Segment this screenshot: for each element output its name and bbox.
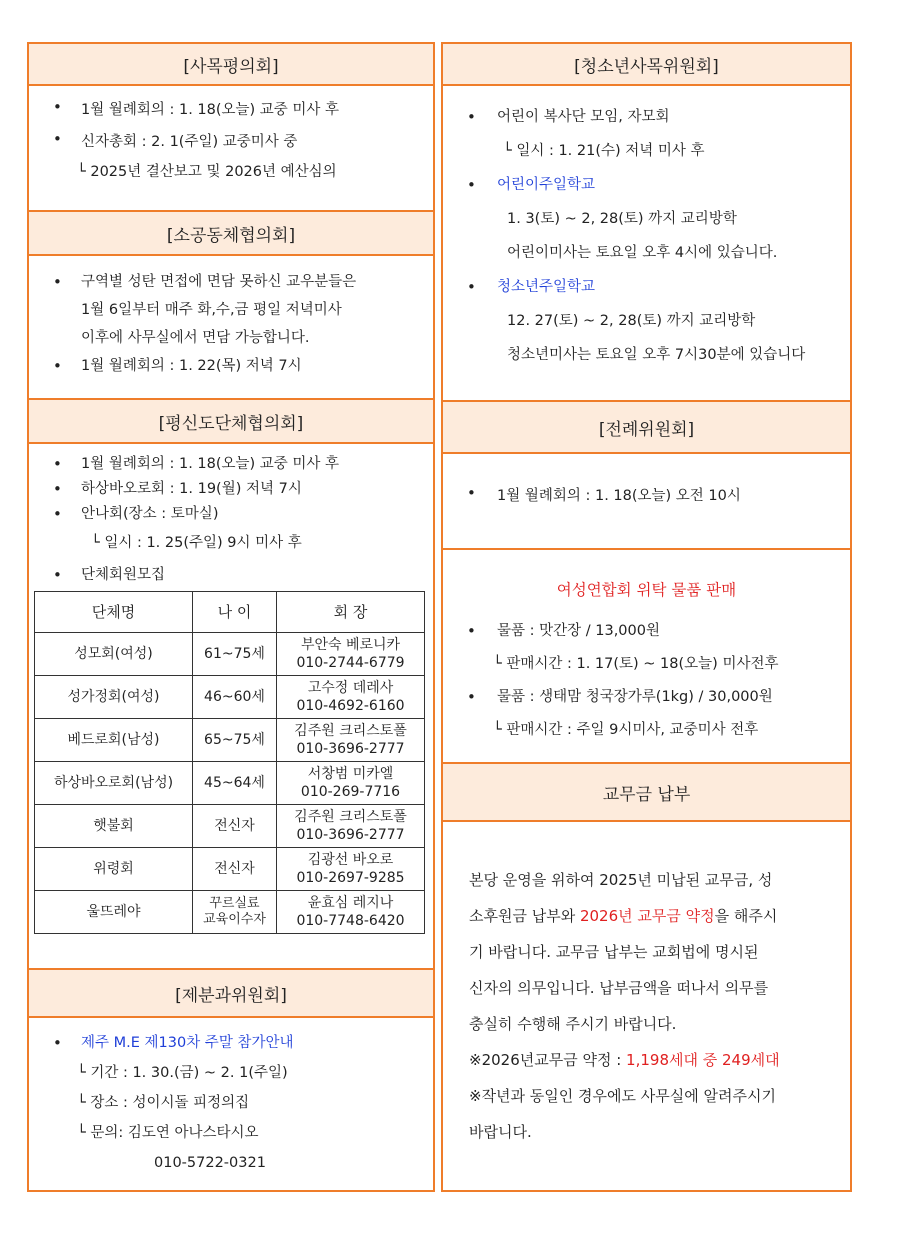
jebun-item: • 제주 M.E 제130차 주말 참가안내	[29, 1028, 433, 1058]
leader-name: 서창범 미카엘	[307, 766, 394, 782]
table-cell-name: 성가정회(여성)	[35, 676, 193, 719]
youth-item-1: • 어린이 복사단 모임, 자모회	[443, 100, 850, 134]
table-cell-leader	[277, 719, 425, 762]
dues-line-3: 기 바랍니다. 교무금 납부는 교회법에 명시된	[469, 943, 759, 961]
pyeongsin-item-3: • 안나회(장소 : 토마실)	[29, 502, 433, 527]
table-cell-age: 45~64세	[193, 762, 277, 805]
table-cell-name: 햇불회	[35, 805, 193, 848]
youth-item-3-line-1: 12. 27(토) ~ 2, 28(토) 까지 교리방학	[507, 313, 756, 329]
jebun-header	[29, 968, 433, 1018]
sogong-item-1	[29, 268, 433, 352]
youth-item-3-line-2: 청소년미사는 토요일 오후 7시30분에 있습니다	[507, 347, 806, 363]
table-cell-age: 61~75세	[193, 633, 277, 676]
sogong-section	[29, 256, 433, 398]
table-cell-age: 전신자	[193, 848, 277, 891]
leader-phone: 010-3696-2777	[296, 741, 405, 757]
jebun-phone: 010-5722-0321	[154, 1155, 266, 1171]
table-row	[35, 891, 425, 934]
women-title: 여성연합회 위탁 물품 판매	[556, 581, 737, 599]
table-cell-leader	[277, 805, 425, 848]
leader-name: 김광선 바오로	[307, 852, 394, 868]
dues-pledge-highlight: 2026년 교무금 약정	[579, 907, 715, 925]
pyeongsin-recruit: • 단체회원모집	[29, 559, 433, 591]
sogong-item-2: • 1월 월례회의 : 1. 22(목) 저녁 7시	[29, 352, 433, 380]
women-item-1-sub: └ 판매시간 : 1. 17(토) ~ 18(오늘) 미사전후	[493, 656, 779, 672]
table-cell-leader	[277, 891, 425, 934]
liturgy-header	[443, 400, 850, 454]
dues-header	[443, 762, 850, 822]
women-item-2-sub: └ 판매시간 : 주일 9시미사, 교중미사 전후	[493, 722, 759, 738]
sogong-item-1-line-2: 1월 6일부터 매주 화,수,금 평일 저녁미사	[81, 302, 342, 318]
table-header-name: 단체명	[35, 592, 193, 633]
liturgy-item: • 1월 월례회의 : 1. 18(오늘) 오전 10시	[443, 484, 850, 505]
leader-name: 김주원 크리스토폴	[294, 723, 407, 739]
table-cell-leader	[277, 762, 425, 805]
pyeongsin-item-2: • 하상바오로회 : 1. 19(월) 저녁 7시	[29, 477, 433, 502]
leader-name: 부안숙 베로니카	[300, 637, 401, 653]
dues-note-line-1: ※작년과 동일인 경우에도 사무실에 알려주시기	[469, 1087, 776, 1105]
leader-phone: 010-2697-9285	[296, 870, 405, 886]
jebun-sub-3: └ 문의: 김도연 아나스타시오	[77, 1125, 259, 1141]
table-cell-leader	[277, 848, 425, 891]
table-row	[35, 633, 425, 676]
sogong-item-1-line-1: • 구역별 성탄 면접에 면담 못하신 교우분들은	[81, 274, 357, 290]
sogong-header	[29, 210, 433, 256]
dues-line-2-post: 을 해주시	[714, 907, 778, 925]
pyeongsin-item-1: • 1월 월례회의 : 1. 18(오늘) 교중 미사 후	[29, 452, 433, 477]
dues-line-4: 신자의 의무입니다. 납부금액을 떠나서 의무를	[469, 979, 769, 997]
leader-name: 김주원 크리스토폴	[294, 809, 407, 825]
table-row	[35, 676, 425, 719]
jebun-title: [제분과위원회]	[175, 985, 287, 1006]
dues-line-2	[469, 898, 824, 934]
women-section	[443, 548, 850, 762]
youth-item-2-line-2: 어린이미사는 토요일 오후 4시에 있습니다.	[507, 245, 778, 261]
pyeongsin-sub: └ 일시 : 1. 25(주일) 9시 미사 후	[91, 535, 302, 551]
liturgy-title: [전례위원회]	[598, 419, 695, 440]
dues-section	[443, 822, 850, 1150]
samok-section	[29, 86, 433, 210]
leader-phone: 010-7748-6420	[296, 913, 405, 929]
pyeongsin-title: [평신도단체협의회]	[158, 413, 304, 434]
youth-item-2-line-1: 1. 3(토) ~ 2, 28(토) 까지 교리방학	[507, 211, 737, 227]
leader-name: 윤효심 레지나	[307, 895, 394, 911]
dues-title: 교무금 납부	[602, 784, 691, 805]
jebun-sub-2: └ 장소 : 성이시돌 피정의집	[77, 1095, 250, 1111]
table-cell-name: 위령회	[35, 848, 193, 891]
leader-phone: 010-4692-6160	[296, 698, 405, 714]
table-cell-name: 베드로회(남성)	[35, 719, 193, 762]
table-row	[35, 719, 425, 762]
table-cell-name: 하상바오로회(남성)	[35, 762, 193, 805]
liturgy-section	[443, 454, 850, 548]
youth-title: [청소년사목위원회]	[574, 56, 719, 77]
youth-item-3: • 청소년주일학교	[443, 270, 850, 304]
dues-line-1: 본당 운영을 위하여 2025년 미납된 교무금, 성	[469, 871, 773, 889]
table-cell-age: 꾸르실료 교육이수자	[193, 891, 277, 934]
table-cell-name: 울뜨레야	[35, 891, 193, 934]
youth-header	[443, 44, 850, 86]
pyeongsin-section	[29, 444, 433, 968]
table-cell-name: 성모회(여성)	[35, 633, 193, 676]
table-header-age: 나 이	[193, 592, 277, 633]
table-row	[35, 762, 425, 805]
dues-line-5: 충실히 수행해 주시기 바랍니다.	[469, 1015, 677, 1033]
women-item-2: • 물품 : 생태맘 청국장가루(1kg) / 30,000원	[443, 681, 850, 714]
dues-pledge-stat-label: ※2026년교무금 약정 :	[469, 1051, 627, 1069]
samok-title: [사목평의회]	[183, 56, 279, 77]
table-cell-age: 65~75세	[193, 719, 277, 762]
jebun-sub-1: └ 기간 : 1. 30.(금) ~ 2. 1(주일)	[77, 1065, 288, 1081]
leader-phone: 010-269-7716	[300, 784, 401, 800]
samok-item-1: • 1월 월례회의 : 1. 18(오늘) 교중 미사 후	[29, 98, 433, 130]
women-item-1: • 물품 : 맛간장 / 13,000원	[443, 615, 850, 648]
pyeongsin-header	[29, 398, 433, 444]
dues-paragraph	[443, 862, 850, 1150]
table-header-leader: 회 장	[277, 592, 425, 633]
youth-item-1-sub: └ 일시 : 1. 21(수) 저녁 미사 후	[503, 143, 705, 159]
samok-header	[29, 44, 433, 86]
table-cell-leader	[277, 633, 425, 676]
table-row	[35, 805, 425, 848]
table-cell-age: 46~60세	[193, 676, 277, 719]
left-column	[27, 42, 435, 1192]
youth-item-2: • 어린이주일학교	[443, 168, 850, 202]
leader-phone: 010-2744-6779	[296, 655, 405, 671]
table-cell-age: 전신자	[193, 805, 277, 848]
samok-sub: └ 2025년 결산보고 및 2026년 예산심의	[77, 164, 337, 180]
table-cell-leader	[277, 676, 425, 719]
leader-name: 고수정 데레사	[307, 680, 394, 696]
table-header-row	[35, 592, 425, 633]
dues-note-line-2: 바랍니다.	[469, 1123, 532, 1141]
dues-pledge-stat-value: 1,198세대 중 249세대	[626, 1051, 780, 1069]
jebun-section	[29, 1018, 433, 1178]
dues-line-2-pre: 소후원금 납부와	[469, 907, 580, 925]
youth-section	[443, 86, 850, 400]
samok-item-2: • 신자총회 : 2. 1(주일) 교중미사 중	[29, 130, 433, 160]
leader-phone: 010-3696-2777	[296, 827, 405, 843]
dues-pledge-stat	[469, 1042, 824, 1078]
right-column	[441, 42, 852, 1192]
sogong-item-1-line-3: 이후에 사무실에서 면담 가능합니다.	[81, 330, 310, 346]
organization-table	[34, 591, 425, 934]
table-row	[35, 848, 425, 891]
sogong-title: [소공동체협의회]	[166, 225, 296, 246]
